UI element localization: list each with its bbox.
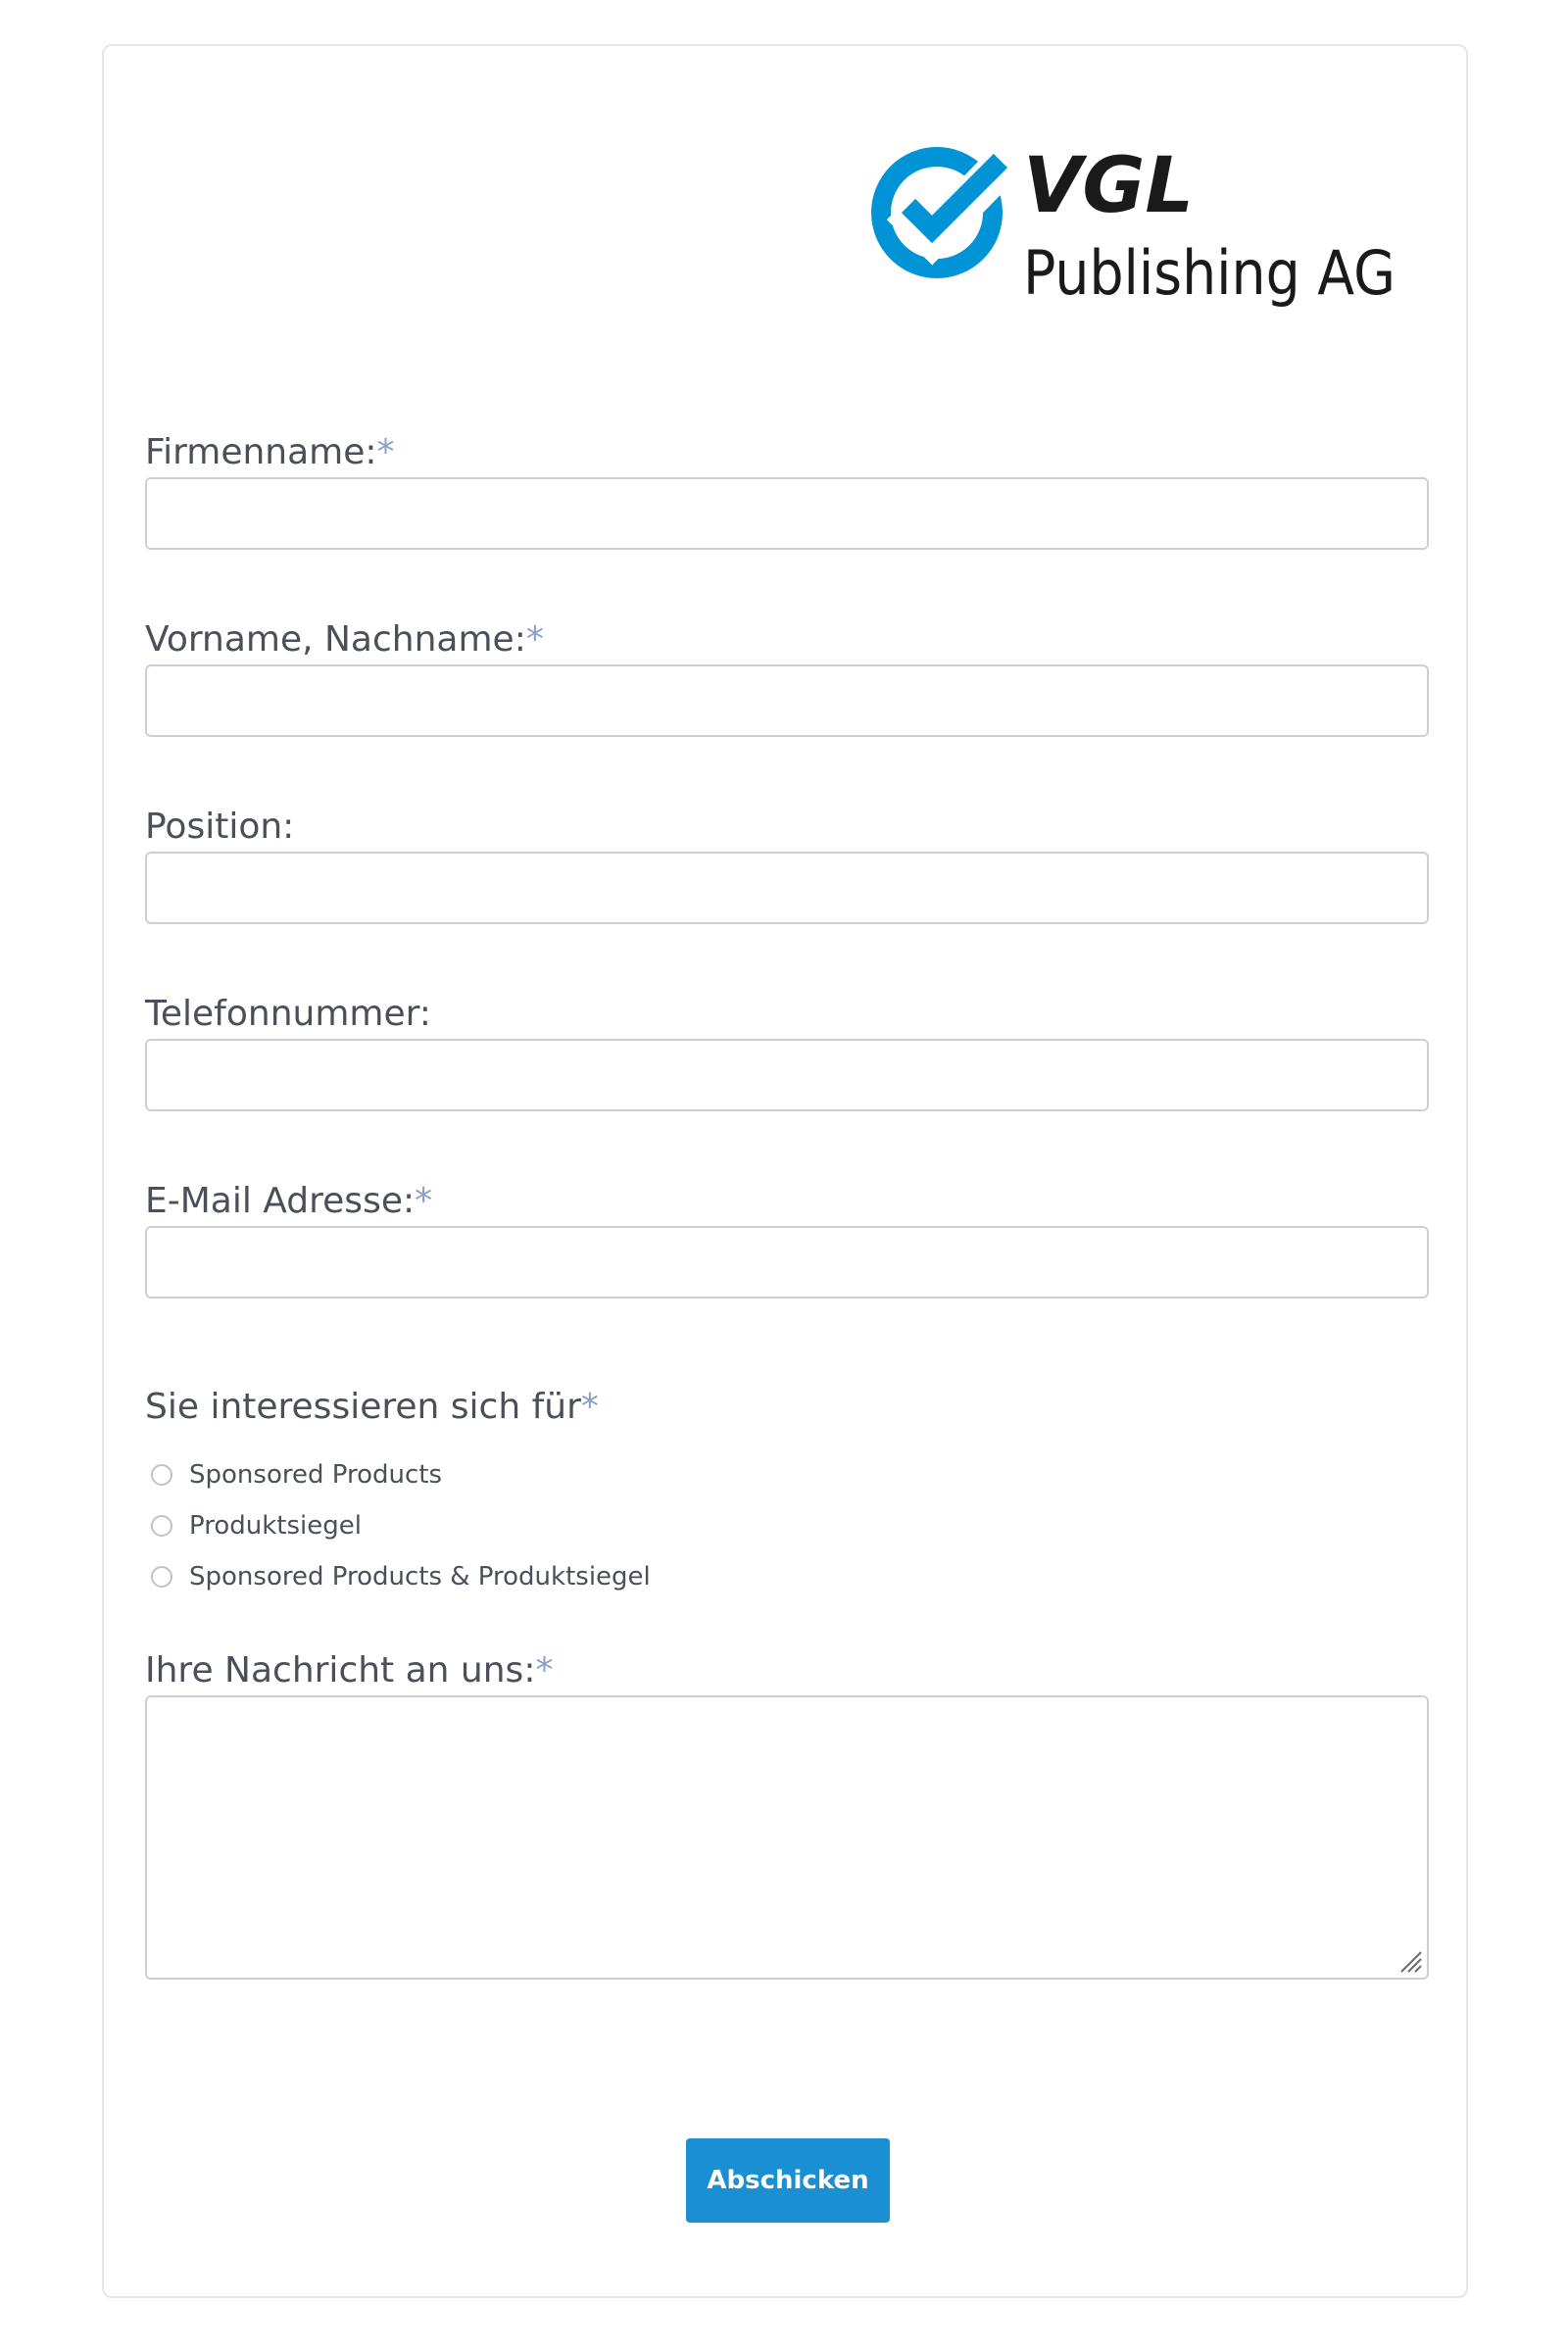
submit-button[interactable]	[686, 2138, 890, 2223]
vgl-publishing-logo	[871, 147, 1420, 348]
checkmark-circle-icon	[881, 157, 1001, 269]
required-marker: *	[376, 432, 395, 472]
logo-line-1: VGL	[1023, 147, 1195, 230]
required-marker: *	[535, 1650, 554, 1690]
vorname-nachname-label-text: Vorname, Nachname:	[145, 619, 526, 660]
firmenname-label	[145, 431, 395, 474]
email-input[interactable]	[145, 1226, 1429, 1298]
radio-button[interactable]	[151, 1566, 172, 1588]
message-textarea[interactable]	[145, 1695, 1429, 1980]
telefonnummer-input[interactable]	[145, 1039, 1429, 1111]
radio-option-sponsored-products-produktsiegel[interactable]	[145, 1557, 651, 1596]
required-marker: *	[415, 1181, 433, 1221]
required-marker: *	[580, 1387, 599, 1427]
vorname-nachname-input[interactable]	[145, 664, 1429, 737]
message-label-text: Ihre Nachricht an uns:	[145, 1650, 536, 1690]
telefonnummer-label-text: Telefonnummer:	[145, 994, 431, 1034]
position-input[interactable]	[145, 852, 1429, 924]
message-label	[145, 1649, 553, 1692]
firmenname-label-text: Firmenname:	[145, 432, 377, 472]
position-label-text: Position:	[145, 807, 295, 847]
radio-option-label: Produktsiegel	[189, 1511, 362, 1541]
submit-button-label: Abschicken	[707, 2166, 869, 2195]
email-label	[145, 1180, 432, 1223]
radio-option-label: Sponsored Products	[189, 1460, 442, 1490]
radio-button[interactable]	[151, 1464, 172, 1486]
radio-option-produktsiegel[interactable]	[145, 1506, 362, 1545]
required-marker: *	[525, 619, 544, 660]
radio-option-label: Sponsored Products & Produktsiegel	[189, 1562, 651, 1592]
logo-line-2: Publishing AG	[1023, 237, 1396, 309]
radio-option-sponsored-products[interactable]	[145, 1455, 442, 1494]
interest-label	[145, 1386, 599, 1429]
radio-button[interactable]	[151, 1515, 172, 1537]
interest-label-text: Sie interessieren sich für	[145, 1387, 581, 1427]
contact-form-card	[102, 44, 1468, 2298]
telefonnummer-label	[145, 993, 431, 1036]
firmenname-input[interactable]	[145, 477, 1429, 550]
vorname-nachname-label	[145, 618, 544, 662]
email-label-text: E-Mail Adresse:	[145, 1181, 416, 1221]
resize-handle-icon[interactable]	[1397, 1948, 1423, 1974]
position-label	[145, 806, 294, 849]
